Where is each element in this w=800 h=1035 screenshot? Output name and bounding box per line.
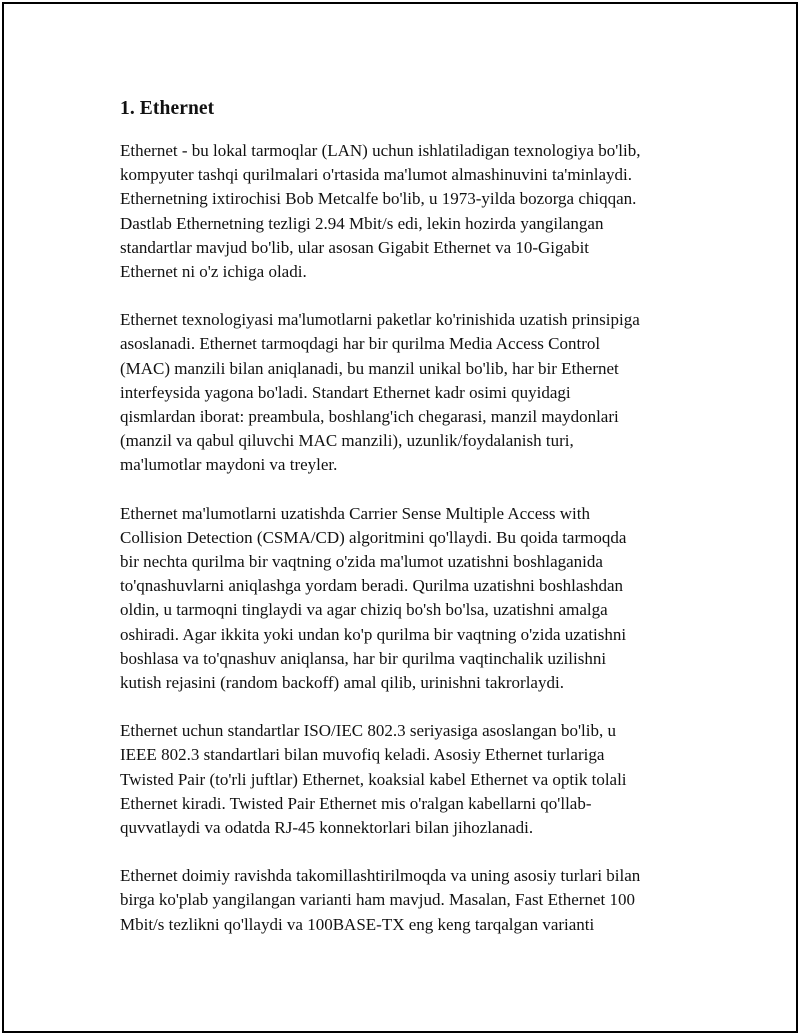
text-line: asoslanadi. Ethernet tarmoqdagi har bir qurilma Media Access Control (120, 334, 601, 354)
text-line: standartlar mavjud bo'lib, ular asosan Gigabit Ethernet va 10-Gigabit (120, 237, 590, 257)
paragraph (120, 139, 690, 284)
text-line: Ethernet kiradi. Twisted Pair Ethernet mis o'ralgan kabellarni qo'llab- (120, 793, 592, 813)
text-line: Ethernet ni o'z ichiga oladi. (120, 262, 307, 282)
text-line: quvvatlaydi va odatda RJ-45 konnektorlari bilan jihozlanadi. (120, 818, 534, 838)
text-line: (manzil va qabul qiluvchi MAC manzili), uzunlik/foydalanish turi, (120, 431, 574, 451)
paragraph (120, 719, 690, 840)
text-line: qismlardan iborat: preambula, boshlang'ich chegarasi, manzil maydonlari (120, 407, 619, 427)
text-line: Ethernet - bu lokal tarmoqlar (LAN) uchun ishlatiladigan texnologiya bo'lib, (120, 141, 641, 160)
text-line: Ethernetning ixtirochisi Bob Metcalfe bo'lib, u 1973-yilda bozorga chiqqan. (120, 189, 637, 209)
text-line: birga ko'plab yangilangan varianti ham mavjud. Masalan, Fast Ethernet 100 (120, 890, 635, 910)
document-body (120, 96, 690, 961)
paragraph (120, 864, 690, 937)
text-line: oldin, u tarmoqni tinglaydi va agar chiziq bo'sh bo'lsa, uzatishni amalga (120, 600, 608, 620)
text-line: interfeysida yagona bo'ladi. Standart Ethernet kadr osimi quyidagi (120, 382, 571, 402)
text-line: ma'lumotlar maydoni va treyler. (120, 455, 338, 475)
text-line: kompyuter tashqi qurilmalari o'rtasida ma'lumot almashinuvini ta'minlaydi. (120, 165, 633, 185)
document-page (2, 2, 798, 1033)
text-line: boshlasa va to'qnashuv aniqlansa, har bir qurilma vaqtinchalik uzilishni (120, 648, 607, 668)
text-line: Ethernet uchun standartlar ISO/IEC 802.3 seriyasiga asoslangan bo'lib, u (120, 721, 616, 741)
text-line: Twisted Pair (to'rli juftlar) Ethernet, koaksial kabel Ethernet va optik tolali (120, 769, 627, 789)
text-line: Ethernet texnologiyasi ma'lumotlarni paketlar ko'rinishida uzatish prinsipiga (120, 310, 640, 330)
text-line: Ethernet doimiy ravishda takomillashtirilmoqda va uning asosiy turlari bilan (120, 866, 641, 886)
text-line: kutish rejasini (random backoff) amal qilib, urinishni takrorlaydi. (120, 673, 564, 693)
text-line: Ethernet ma'lumotlarni uzatishda Carrier Sense Multiple Access with (120, 503, 590, 523)
section-heading: 1. Ethernet (120, 98, 215, 119)
text-line: oshiradi. Agar ikkita yoki undan ko'p qurilma bir vaqtning o'zida uzatishni (120, 624, 627, 644)
paragraph (120, 308, 690, 477)
text-line: bir nechta qurilma bir vaqtning o'zida ma'lumot uzatishni boshlaganida (120, 552, 603, 572)
text-line: Mbit/s tezlikni qo'llaydi va 100BASE-TX eng keng tarqalgan varianti (120, 914, 595, 934)
text-line: Collision Detection (CSMA/CD) algoritmini qo'llaydi. Bu qoida tarmoqda (120, 527, 627, 547)
paragraph (120, 502, 690, 696)
text-line: (MAC) manzili bilan aniqlanadi, bu manzil unikal bo'lib, har bir Ethernet (120, 358, 619, 378)
text-line: IEEE 802.3 standartlari bilan muvofiq keladi. Asosiy Ethernet turlariga (120, 745, 605, 765)
text-line: to'qnashuvlarni aniqlashga yordam beradi. Qurilma uzatishni boshlashdan (120, 576, 624, 596)
text-line: Dastlab Ethernetning tezligi 2.94 Mbit/s edi, lekin hozirda yangilangan (120, 213, 604, 233)
